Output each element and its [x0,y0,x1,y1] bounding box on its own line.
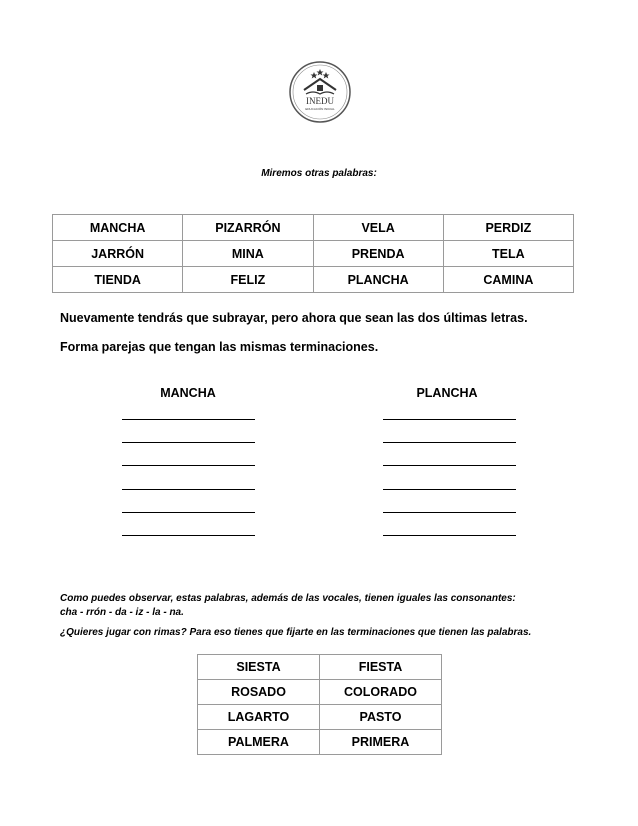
subtitle: Miremos otras palabras: [261,168,377,179]
table-cell: TIENDA [53,267,183,293]
table-row [53,267,574,293]
answer-line-right[interactable] [383,512,516,513]
words-table [52,214,574,293]
table-cell: FIESTA [320,655,442,680]
instruction-pairs: Forma parejas que tengan las mismas terminaciones. [60,340,379,354]
table-cell: MINA [183,241,313,267]
inedu-logo [288,60,352,124]
table-cell: PASTO [320,705,442,730]
answer-line-right[interactable] [383,419,516,420]
answer-line-right[interactable] [383,489,516,490]
pair-header-left: MANCHA [160,386,216,400]
table-cell: MANCHA [53,215,183,241]
table-row [53,241,574,267]
answer-line-left[interactable] [122,535,255,536]
table-row [53,215,574,241]
table-row [198,730,442,755]
table-cell: ROSADO [198,680,320,705]
answer-line-left[interactable] [122,489,255,490]
table-cell: VELA [313,215,443,241]
table-cell: SIESTA [198,655,320,680]
logo-text: INEDU [306,96,334,106]
table-cell: JARRÓN [53,241,183,267]
answer-line-right[interactable] [383,465,516,466]
answer-line-left[interactable] [122,465,255,466]
answer-line-right[interactable] [383,442,516,443]
rhyme-question: ¿Quieres jugar con rimas? Para eso tienes que fijarte en las terminaciones que tienen las palabras. [60,627,532,638]
table-cell: PRIMERA [320,730,442,755]
table-cell: PLANCHA [313,267,443,293]
table-row [198,705,442,730]
note-line-2: cha - rrón - da - iz - la - na. [60,607,184,618]
instruction-underline: Nuevamente tendrás que subrayar, pero ahora que sean las dos últimas letras. [60,311,528,325]
table-cell: CAMINA [443,267,573,293]
table-cell: PALMERA [198,730,320,755]
table-cell: PIZARRÓN [183,215,313,241]
note-line-1: Como puedes observar, estas palabras, además de las vocales, tienen iguales las consonantes: [60,593,516,604]
table-cell: TELA [443,241,573,267]
answer-line-right[interactable] [383,535,516,536]
answer-line-left[interactable] [122,419,255,420]
table-cell: PERDIZ [443,215,573,241]
table-cell: PRENDA [313,241,443,267]
pair-header-right: PLANCHA [416,386,478,400]
answer-line-left[interactable] [122,442,255,443]
table-cell: FELIZ [183,267,313,293]
rhymes-table [197,654,442,755]
answer-line-left[interactable] [122,512,255,513]
logo-subtext: EDUCACIÓN INICIAL [305,107,335,111]
table-row [198,655,442,680]
table-cell: LAGARTO [198,705,320,730]
table-row [198,680,442,705]
table-cell: COLORADO [320,680,442,705]
